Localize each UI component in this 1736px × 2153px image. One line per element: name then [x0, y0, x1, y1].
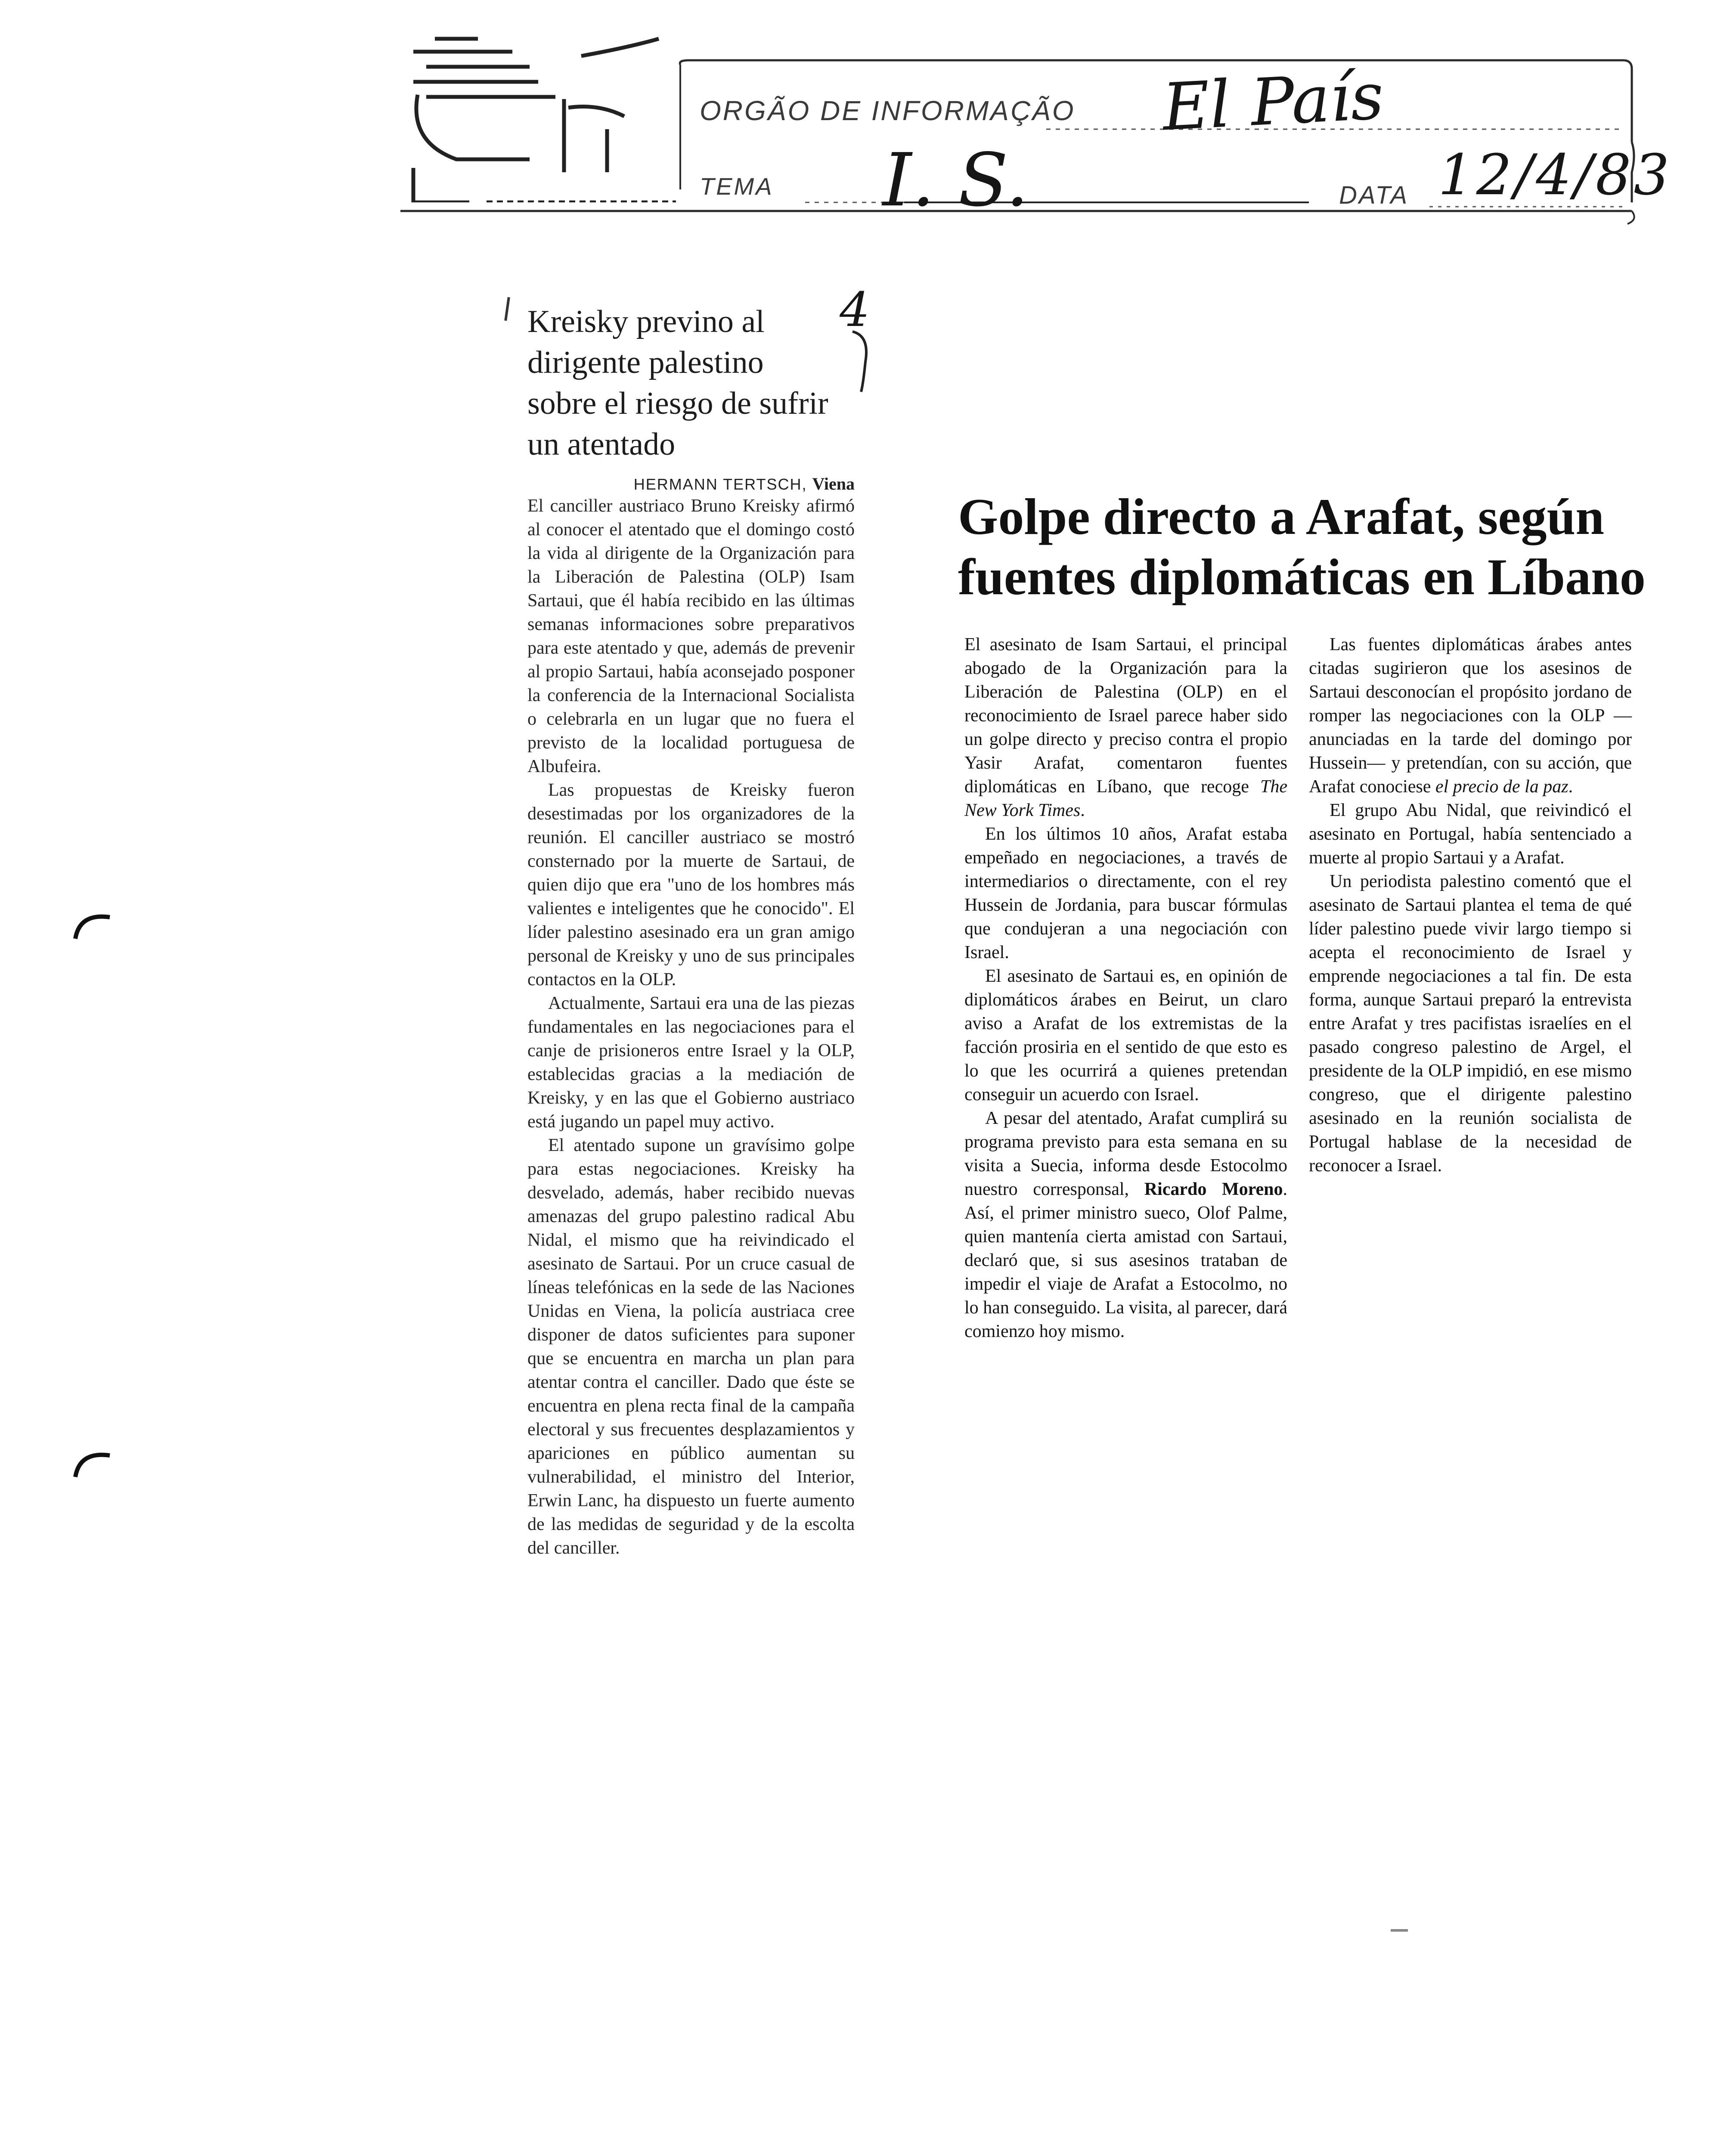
right-paragraph: [1309, 633, 1632, 799]
scan-speck: [1391, 1929, 1408, 1932]
byline-place: Viena: [812, 474, 855, 493]
right-article-column-1: [964, 633, 1287, 1343]
right-paragraph: Un periodista palestino comentó que el asesinato de Sartaui plantea el tema de qué líder palestino puede vivir largo tiempo si acepta el reconocimiento de Israel y emprende negociaciones a tal fin. De esta forma, aunque Sartaui preparó la entrevista entre Arafat y tres pacifistas israelíes en el pasado congreso palestino de Argel, el presidente de la OLP impidió, en ese mismo congreso, que el dirigente palestino asesinado en la reunión socialista de Portugal hablase de la necesidad de reconocer a Israel.: [1309, 872, 1632, 1176]
paragraph-text: Las fuentes diplomáticas árabes antes citadas sugirieron que los asesinos de Sartaui desconocían el propósito jordano de romper las negociaciones con la OLP —anunciadas en la tarde del domingo por Hussein— y pretendían, con su acción, que Arafat conociese: [1309, 635, 1632, 797]
paragraph-text: . Así, el primer ministro sueco, Olof Palme, quien mantenía cierta amistad con Sartaui, declaró que, si sus asesinos trataban de impedir el viaje de Arafat a Estocolmo, no lo han conseguido. La visita, al parecer, dará comienzo hoy mismo.: [964, 1179, 1287, 1341]
correspondent-name: Ricardo Moreno: [1144, 1179, 1283, 1199]
left-paragraph: Actualmente, Sartaui era una de las piezas fundamentales en las negociaciones para el canje de prisioneros entre Israel y la OLP, establecidas gracias a la mediación de Kreisky, y en las que el Gobierno austriaco está jugando un papel muy activo.: [527, 993, 855, 1132]
pen-bracket-mark: [844, 327, 878, 396]
right-paragraph: El grupo Abu Nidal, que reivindicó el asesinato en Portugal, había sentenciado a muerte al propio Sartaui y a Arafat.: [1309, 800, 1632, 868]
margin-number-handwritten: 4: [840, 282, 870, 337]
right-paragraph: [964, 633, 1287, 822]
byline-author: HERMANN TERTSCH,: [633, 475, 807, 493]
left-paragraph: Las propuestas de Kreisky fueron desestimadas por los organizadores de la reunión. El canciller austriaco se mostró consternado por la muerte de Sartaui, de quien dijo que era "uno de los hombres más valientes e inteligentes que he conocido". El líder palestino asesinado era un gran amigo personal de Kreisky y uno de sus principales contactos en la OLP.: [527, 780, 855, 990]
paragraph-text: A pesar del atentado, Arafat cumplirá su programa previsto para esta semana en su visita a Suecia, informa desde Estocolmo nuestro corresponsal,: [964, 1108, 1287, 1199]
left-paragraph: El atentado supone un gravísimo golpe para estas negociaciones. Kreisky ha desvelado, además, haber recibido nuevas amenazas del grupo palestino radical Abu Nidal, el mismo que ha reivindicado el asesinato de Sartaui. Por un cruce casual de líneas telefónicas en la sede de las Naciones Unidas en Viena, la policía austriaca cree disponer de datos suficientes para suponer que se encuentra en marcha un plan para atentar contra el canciller. Dado que éste se encuentra en plena recta final de la campaña electoral y sus frecuentes desplazamientos y apariciones en público aumentan su vulnerabilidad, el ministro del Interior, Erwin Lanc, ha dispuesto un fuerte aumento de las medidas de seguridad y de la escolta del canciller.: [527, 1135, 855, 1558]
paragraph-text: El asesinato de Isam Sartaui, el principal abogado de la Organización para la Liberación de Palestina (OLP) en el reconocimiento de Israel parece haber sido un golpe directo y preciso contra el propio Yasir Arafat, comentaron fuentes diplomáticas en Líbano, que recoge: [964, 635, 1287, 797]
topic-label: TEMA: [700, 173, 774, 200]
quoted-phrase: el precio de la paz: [1435, 777, 1569, 797]
topic-handwritten: I. S.: [883, 138, 1029, 223]
paragraph-text: .: [1080, 800, 1085, 820]
punch-hole-top-icon: [71, 909, 118, 943]
right-article-headline: Golpe directo a Arafat, según fuentes diplomáticas en Líbano: [958, 488, 1646, 605]
left-article-body: [527, 494, 855, 1560]
right-article-column-2: [1309, 633, 1632, 1178]
newspaper-name: The New York Times: [964, 777, 1287, 820]
left-paragraph: El canciller austriaco Bruno Kreisky afirmó al conocer el atentado que el domingo costó la vida al dirigente de la Organización para la Liberación de Palestina (OLP) Isam Sartaui, que él había recibido en las últimas semanas informaciones sobre preparativos para este atentado y que, además de prevenir al propio Sartaui, había aconsejado posponer la conferencia de la Internacional Socialista o celebrarla en un lugar que no fuera el previsto de la localidad portuguesa de Albufeira.: [527, 496, 855, 776]
right-paragraph: [964, 1107, 1287, 1343]
archive-logo-icon: [400, 30, 676, 202]
punch-hole-bottom-icon: [71, 1447, 118, 1481]
left-article-headline: Kreisky previno al dirigente palestino sobre el riesgo de sufrir un atentado: [527, 304, 828, 462]
paragraph-text: .: [1568, 777, 1573, 797]
source-handwritten: El País: [1160, 59, 1386, 146]
right-paragraph: En los últimos 10 años, Arafat estaba empeñado en negociaciones, a través de intermediarios o directamente, con el rey Hussein de Jordania, para buscar fórmulas que condujeran a una negociación con Israel.: [964, 824, 1287, 962]
source-label: ORGÃO DE INFORMAÇÃO: [700, 95, 1076, 126]
left-article-byline: [527, 474, 855, 494]
date-handwritten: 12/4/83: [1438, 142, 1672, 208]
date-label: DATA: [1339, 181, 1409, 209]
right-paragraph: El asesinato de Sartaui es, en opinión de diplomáticos árabes en Beirut, un claro aviso a Arafat de los extremistas de la facción prosiria en el sentido de que esto es lo que les ocurrirá a quienes pretendan conseguir un acuerdo con Israel.: [964, 966, 1287, 1104]
margin-tick: [504, 297, 510, 321]
